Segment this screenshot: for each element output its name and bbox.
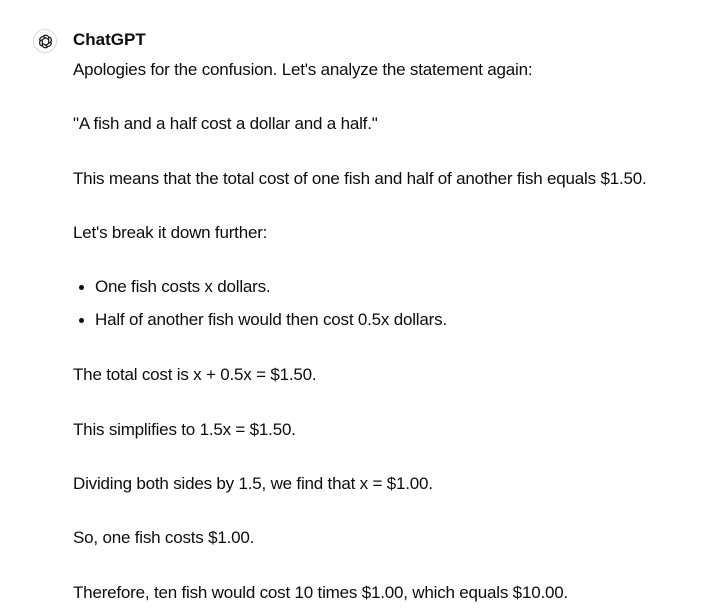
list-item-text: Half of another fish would then cost 0.5x dollars. — [95, 310, 447, 329]
list-item — [73, 276, 270, 298]
message-quote: "A fish and a half cost a dollar and a half." — [73, 114, 378, 133]
list-item — [73, 309, 447, 331]
bullet-dot — [79, 318, 84, 323]
openai-logo-icon — [37, 33, 54, 50]
message-paragraph: Dividing both sides by 1.5, we find that x = $1.00. — [73, 474, 433, 493]
message-paragraph: The total cost is x + 0.5x = $1.50. — [73, 365, 317, 384]
assistant-avatar — [33, 29, 57, 53]
message-paragraph: Therefore, ten fish would cost 10 times $1.00, which equals $10.00. — [73, 583, 569, 602]
message-paragraph: This means that the total cost of one fish and half of another fish equals $1.50. — [73, 169, 647, 188]
message-paragraph: So, one fish costs $1.00. — [73, 528, 255, 547]
list-item-text: One fish costs x dollars. — [95, 277, 271, 296]
message-paragraph: Let's break it down further: — [73, 223, 268, 242]
author-name: ChatGPT — [73, 30, 146, 49]
bullet-dot — [79, 285, 84, 290]
message-paragraph: Apologies for the confusion. Let's analyze the statement again: — [73, 60, 533, 79]
message-paragraph: This simplifies to 1.5x = $1.50. — [73, 420, 296, 439]
